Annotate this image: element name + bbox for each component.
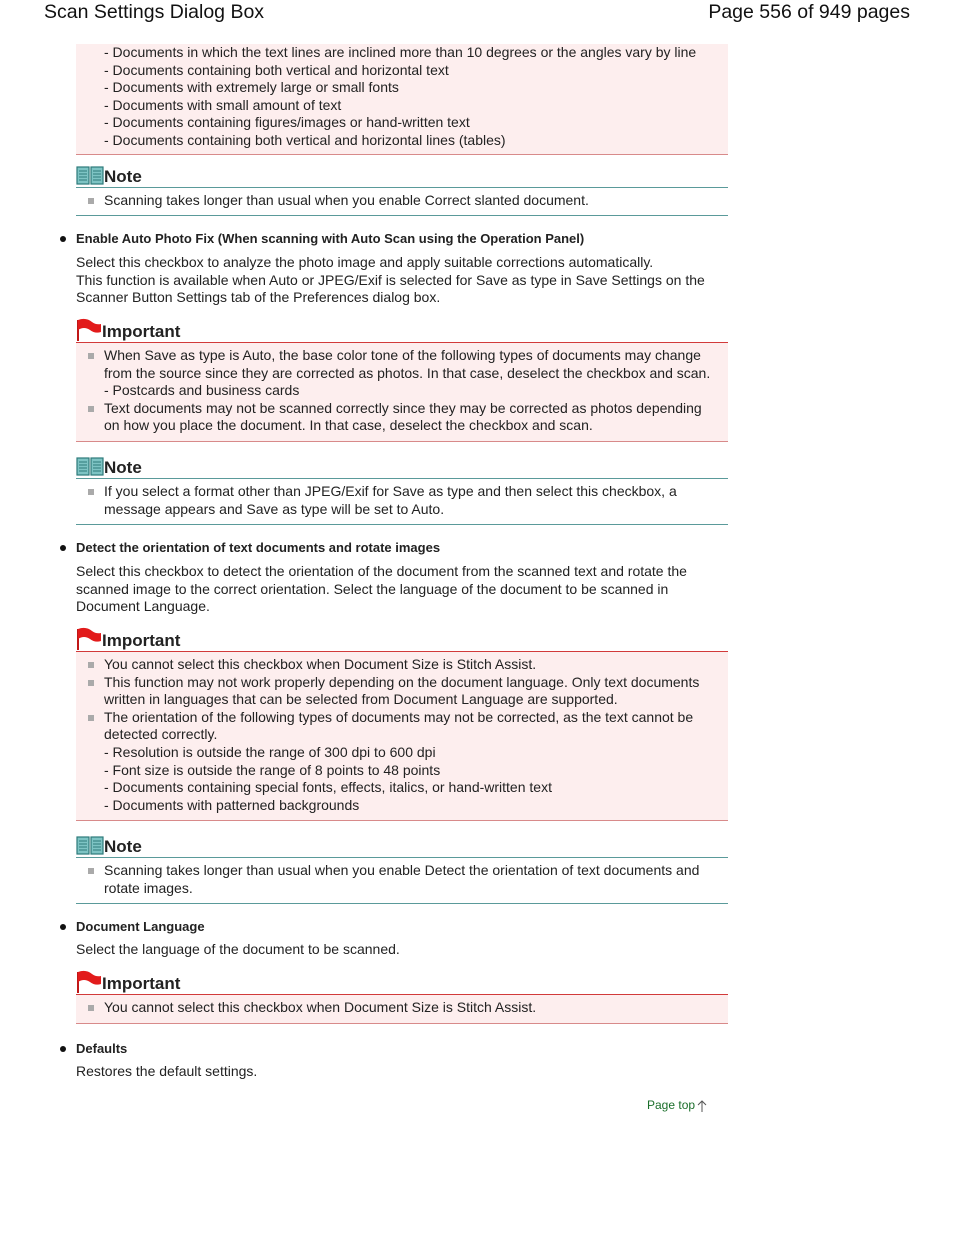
important-list [76, 652, 728, 821]
important-label: Important [102, 322, 181, 341]
page-header [0, 0, 954, 30]
section-title-detect-orientation: Detect the orientation of text documents and rotate images [58, 539, 746, 557]
section-text-document-language: Select the language of the document to be scanned. [76, 941, 400, 957]
list-item: - Documents containing both vertical and horizontal text [104, 61, 449, 78]
important-block [76, 970, 728, 1024]
note-heading [76, 165, 728, 188]
arrow-up-icon [697, 1099, 707, 1113]
note-label: Note [104, 167, 142, 186]
book-icon [76, 835, 104, 857]
note-block [76, 835, 728, 904]
important-heading [76, 627, 728, 652]
important-list [76, 343, 728, 442]
important-item: You cannot select this checkbox when Document Size is Stitch Assist. [76, 656, 728, 674]
important-label: Important [102, 974, 181, 993]
list-item: - Documents containing figures/images or hand-written text [104, 114, 470, 131]
section-title-document-language: Document Language [58, 918, 746, 936]
red-flag-icon [76, 970, 102, 994]
important-box-continued [76, 44, 728, 155]
section-text-defaults: Restores the default settings. [76, 1063, 258, 1079]
important-item: This function may not work properly depending on the document language. Only text documents written in languages that can be selected from Document Language are supported. [76, 674, 728, 709]
note-list [76, 858, 728, 904]
important-list [76, 995, 728, 1024]
note-item: Scanning takes longer than usual when you enable Detect the orientation of text documents and rotate images. [76, 862, 728, 897]
document-title: Scan Settings Dialog Box [44, 1, 265, 23]
section-title-auto-photo-fix: Enable Auto Photo Fix (When scanning with Auto Scan using the Operation Panel) [58, 230, 746, 248]
important-item: When Save as type is Auto, the base color tone of the following types of documents may change from the source since they are corrected as photos. In that case, deselect the checkbox and scan. - Postcards and business cards [76, 347, 728, 400]
important-item: Text documents may not be scanned correctly since they may be corrected as photos depending on how you place the document. In that case, deselect the checkbox and scan. [76, 400, 728, 435]
page-top-link[interactable] [647, 1097, 707, 1115]
important-block [76, 318, 728, 442]
important-label: Important [102, 631, 181, 650]
section-text-detect-orientation: Select this checkbox to detect the orientation of the document from the scanned text and rotate the scanned image to the correct orientation. Select the language of the document to be scanned in Document Language. [76, 563, 687, 615]
important-block [76, 627, 728, 821]
red-flag-icon [76, 627, 102, 651]
note-block [76, 456, 728, 525]
important-heading [76, 970, 728, 995]
section-title-defaults: Defaults [58, 1040, 746, 1058]
section-text-auto-photo-fix: Select this checkbox to analyze the photo image and apply suitable corrections automatically. This function is available when Auto or JPEG/Exif is selected for Save as type in Save Settings on the Scanner Button Settings tab of the Preferences dialog box. [76, 254, 705, 306]
note-heading [76, 456, 728, 479]
unsupported-doc-list [76, 44, 728, 150]
note-heading [76, 835, 728, 858]
page-counter: Page 556 of 949 pages [708, 1, 910, 23]
important-item: You cannot select this checkbox when Document Size is Stitch Assist. [76, 999, 728, 1017]
note-item: If you select a format other than JPEG/Exif for Save as type and then select this checkbox, a message appears and Save as type will be set to Auto. [76, 483, 728, 518]
note-list [76, 479, 728, 525]
important-heading [76, 318, 728, 343]
book-icon [76, 165, 104, 187]
list-item: - Documents containing both vertical and horizontal lines (tables) [104, 131, 506, 148]
note-label: Note [104, 837, 142, 856]
page-top-label[interactable]: Page top [647, 1098, 696, 1112]
important-item: The orientation of the following types of documents may not be corrected, as the text cannot be detected correctly. - Resolution is outside the range of 300 dpi to 600 dpi - Font size is outside the range of 8 points to 48 points - Documents containing special fonts, effects, italics, or hand-written text - Documents with patterned backgrounds [76, 709, 728, 815]
note-block [76, 165, 728, 216]
note-label: Note [104, 458, 142, 477]
list-item: - Documents with small amount of text [104, 96, 342, 113]
book-icon [76, 456, 104, 478]
list-item: - Documents in which the text lines are inclined more than 10 degrees or the angles vary by line [104, 44, 697, 60]
note-item: Scanning takes longer than usual when you enable Correct slanted document. [76, 192, 728, 210]
red-flag-icon [76, 318, 102, 342]
list-item: - Documents with extremely large or small fonts [104, 79, 399, 96]
note-list [76, 188, 728, 216]
